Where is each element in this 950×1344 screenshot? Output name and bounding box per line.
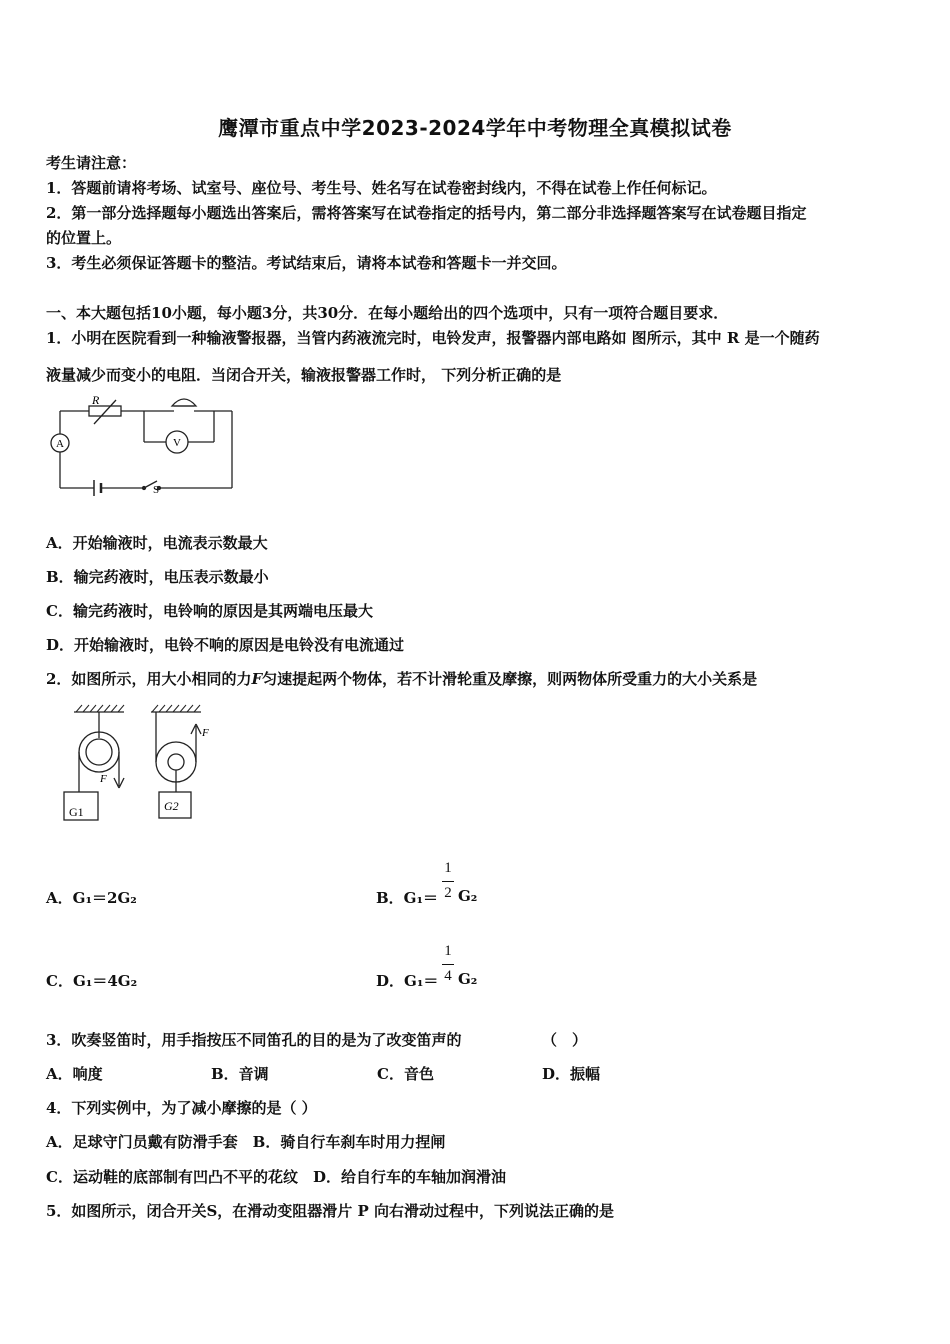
q1-circuit-diagram bbox=[44, 392, 244, 498]
q4-options-ab: A．足球守门员戴有防滑手套 B．骑自行车刹车时用力捏闸 bbox=[46, 1133, 446, 1151]
q2-option-d-suffix: G₂ bbox=[458, 970, 478, 988]
q2-option-c: C．G₁＝4G₂ bbox=[46, 972, 138, 990]
q2-stem bbox=[46, 668, 757, 689]
q3-option-a: A．响度 bbox=[46, 1065, 103, 1083]
label-voltmeter: V bbox=[173, 437, 181, 449]
q2-option-a: A．G₁＝2G₂ bbox=[46, 889, 137, 907]
q1-stem-line1: 1．小明在医院看到一种输液警报器，当管内药液流完时，电铃发声，报警器内部电路如 图所示，其中 R 是一个随药 bbox=[46, 329, 820, 347]
section-heading: 一、本大题包括10小题，每小题3分，共30分．在每小题给出的四个选项中，只有一项符合题目要求． bbox=[46, 304, 729, 322]
q2-option-b-prefix: B．G₁＝ bbox=[376, 889, 439, 907]
q2-option-d-denominator: 4 bbox=[444, 968, 452, 984]
notice-item-2-cont: 的位置上。 bbox=[46, 229, 122, 247]
q2-option-b-suffix: G₂ bbox=[458, 887, 478, 905]
notice-item-1: 1．答题前请将考场、试室号、座位号、考生号、姓名写在试卷密封线内，不得在试卷上作任何标记。 bbox=[46, 179, 717, 197]
page-title: 鹰潭市重点中学2023-2024学年中考物理全真模拟试卷 bbox=[218, 116, 732, 140]
q3-stem: 3．吹奏竖笛时，用手指按压不同笛孔的目的是为了改变笛声的 bbox=[46, 1031, 462, 1049]
label-ammeter: A bbox=[56, 438, 64, 450]
label-force-right: F bbox=[202, 727, 209, 739]
label-r: R bbox=[92, 393, 100, 407]
q2-option-d-prefix: D．G₁＝ bbox=[376, 972, 439, 990]
q2-pulley-diagram bbox=[56, 702, 226, 826]
label-g2: G2 bbox=[164, 799, 179, 813]
unused-dot bbox=[73, 397, 75, 399]
q1-option-c: C．输完药液时，电铃响的原因是其两端电压最大 bbox=[46, 602, 373, 620]
q2-stem-a: 2．如图所示，用大小相同的力 bbox=[46, 670, 252, 688]
notice-heading: 考生请注意： bbox=[46, 154, 137, 172]
q4-options-cd: C．运动鞋的底部制有凹凸不平的花纹 D．给自行车的车轴加润滑油 bbox=[46, 1168, 506, 1186]
q1-option-b: B．输完药液时，电压表示数最小 bbox=[46, 568, 269, 586]
q3-option-d: D．振幅 bbox=[542, 1065, 601, 1083]
q1-option-a: A．开始输液时，电流表示数最大 bbox=[46, 534, 268, 552]
q3-option-b: B．音调 bbox=[211, 1065, 269, 1083]
q2-option-d-fraction-bar bbox=[442, 964, 454, 965]
q1-option-d: D．开始输液时，电铃不响的原因是电铃没有电流通过 bbox=[46, 636, 405, 654]
q2-option-b-denominator: 2 bbox=[444, 885, 452, 901]
q2-stem-force: F bbox=[251, 670, 263, 688]
q1-stem-line2: 液量减少而变小的电阻．当闭合开关，输液报警器工作时， 下列分析正确的是 bbox=[46, 366, 562, 384]
q3-answer-bracket: （ ） bbox=[542, 1031, 588, 1049]
q2-option-d-numerator: 1 bbox=[444, 943, 452, 959]
label-force-left: F bbox=[100, 773, 107, 785]
q5-stem: 5．如图所示，闭合开关S，在滑动变阻器滑片 P 向右滑动过程中，下列说法正确的是 bbox=[46, 1202, 614, 1220]
label-g1: G1 bbox=[69, 805, 84, 819]
q2-option-b-fraction-bar bbox=[442, 881, 454, 882]
q2-stem-b: 匀速提起两个物体，若不计滑轮重及摩擦，则两物体所受重力的大小关系是 bbox=[262, 670, 758, 688]
q4-stem: 4．下列实例中，为了减小摩擦的是（ ） bbox=[46, 1099, 317, 1117]
q3-option-c: C．音色 bbox=[377, 1065, 434, 1083]
notice-item-3: 3．考生必须保证答题卡的整洁。考试结束后，请将本试卷和答题卡一并交回。 bbox=[46, 254, 567, 272]
label-switch: S bbox=[153, 484, 160, 496]
notice-item-2: 2．第一部分选择题每小题选出答案后，需将答案写在试卷指定的括号内，第二部分非选择题答案写在试卷题目指定 bbox=[46, 204, 807, 222]
q2-option-b-numerator: 1 bbox=[444, 860, 452, 876]
